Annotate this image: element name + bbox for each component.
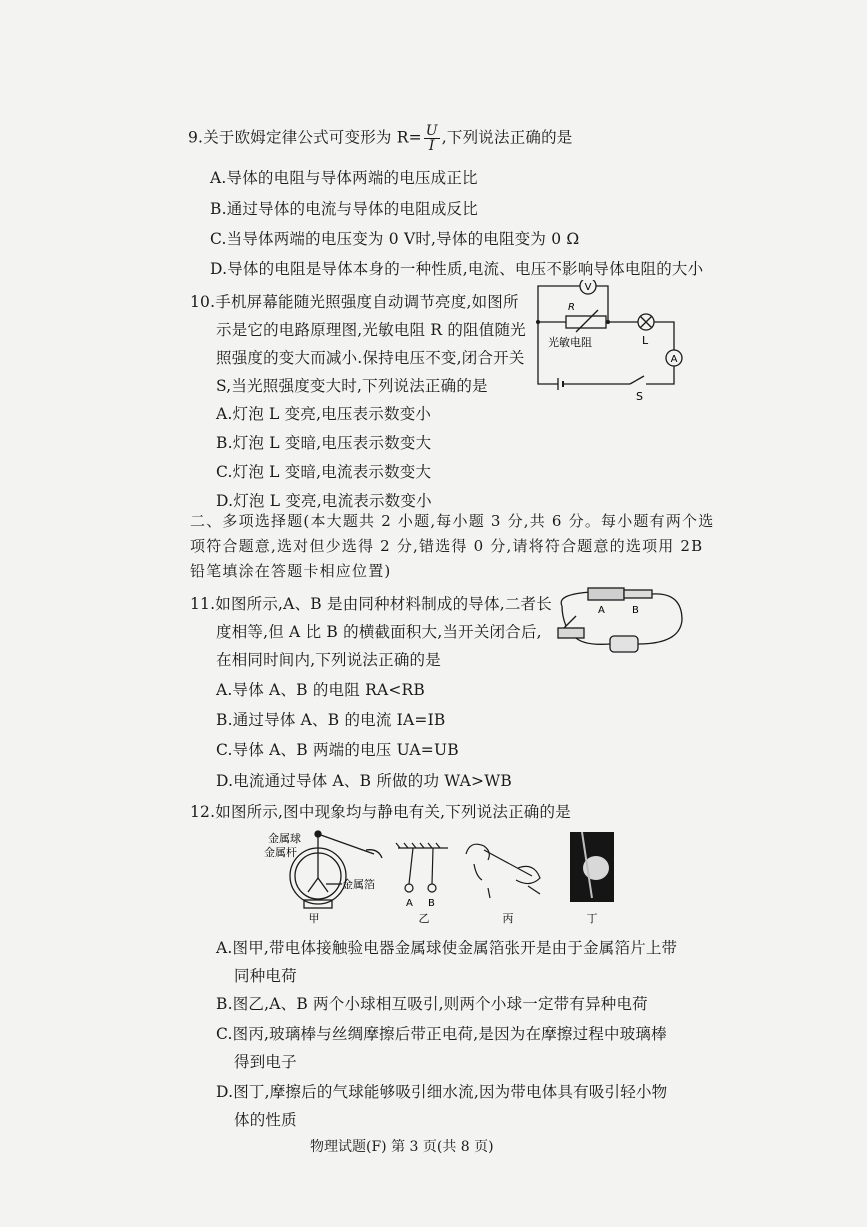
hanging-balls-figure: [396, 843, 448, 892]
glass-rod-figure: [466, 844, 540, 898]
ball-a-label: A: [406, 898, 413, 909]
q12-option-d-line-2: 体的性质: [234, 1111, 297, 1129]
q10-option-b: B.灯泡 L 变暗,电压表示数变大: [216, 434, 432, 452]
q9-frac-den: I: [428, 138, 435, 154]
switch-label: S: [636, 390, 643, 403]
caption-ding: 丁: [586, 912, 598, 925]
section2-line-2: 项符合题意,选对但少选得 2 分,错选得 0 分,请将符合题意的选项用 2B: [190, 537, 704, 555]
q11-stem-line-3: 在相同时间内,下列说法正确的是: [216, 651, 441, 669]
electroscope-figure: [290, 831, 382, 908]
q10-option-c: C.灯泡 L 变暗,电流表示数变大: [216, 463, 432, 481]
q9-fraction: [424, 124, 440, 153]
q9-stem-prefix: 9.关于欧姆定律公式可变形为 R=: [188, 128, 422, 147]
q12-stem: 12.如图所示,图中现象均与静电有关,下列说法正确的是: [190, 803, 571, 821]
section2-line-3: 铅笔填涂在答题卡相应位置): [190, 562, 392, 580]
conductor-b-label: B: [632, 605, 639, 616]
q10-stem-line-4: S,当光照强度变大时,下列说法正确的是: [216, 377, 488, 395]
q9-option-c: C.当导体两端的电压变为 0 V时,导体的电阻变为 0 Ω: [210, 230, 580, 248]
section2-line-1: 二、多项选择题(本大题共 2 小题,每小题 3 分,共 6 分。每小题有两个选: [190, 512, 715, 530]
photoresistor-label: 光敏电阻: [548, 336, 592, 349]
caption-jia: 甲: [308, 912, 320, 925]
q12-option-b: B.图乙,A、B 两个小球相互吸引,则两个小球一定带有异种电荷: [216, 995, 648, 1013]
q11-option-a: A.导体 A、B 的电阻 RA<RB: [216, 681, 425, 699]
q9-stem-suffix: ,下列说法正确的是: [441, 128, 573, 147]
q11-conductor-circuit: [552, 586, 688, 656]
page-footer: 物理试题(F) 第 3 页(共 8 页): [310, 1139, 494, 1155]
metal-rod-label: 金属杆: [264, 846, 297, 859]
resistor-label: R: [568, 302, 575, 313]
balloon-water-figure: [570, 832, 614, 902]
q11-stem-line-1: 11.如图所示,A、B 是由同种材料制成的导体,二者长: [190, 595, 552, 613]
lamp-label: L: [642, 334, 649, 347]
ball-b-label: B: [428, 898, 435, 909]
q11-option-b: B.通过导体 A、B 的电流 IA=IB: [216, 711, 446, 729]
q10-stem-line-3: 照强度的变大而减小.保持电压不变,闭合开关: [216, 349, 525, 367]
q11-stem-line-2: 度相等,但 A 比 B 的横截面积大,当开关闭合后,: [216, 623, 542, 641]
metal-ball-label: 金属球: [268, 832, 301, 845]
q11-option-d: D.电流通过导体 A、B 所做的功 WA>WB: [216, 772, 512, 790]
caption-bing: 丙: [502, 912, 514, 925]
q10-stem-line-1: 10.手机屏幕能随光照强度自动调节亮度,如图所: [190, 293, 519, 311]
q10-option-d: D.灯泡 L 变亮,电流表示数变小: [216, 492, 432, 510]
q12-option-c-line-2: 得到电子: [234, 1053, 297, 1071]
q9-option-a: A.导体的电阻与导体两端的电压成正比: [210, 169, 478, 187]
caption-yi: 乙: [418, 912, 430, 925]
q9-stem: [188, 124, 573, 153]
q9-frac-num: U: [425, 123, 438, 139]
q9-option-d: D.导体的电阻是导体本身的一种性质,电流、电压不影响导体电阻的大小: [210, 260, 704, 278]
ammeter-label: A: [670, 354, 678, 365]
q11-option-c: C.导体 A、B 两端的电压 UA=UB: [216, 741, 459, 759]
q12-option-d-line-1: D.图丁,摩擦后的气球能够吸引细水流,因为带电体具有吸引轻小物: [216, 1083, 668, 1101]
q12-option-a-line-2: 同种电荷: [234, 967, 297, 985]
q12-option-a-line-1: A.图甲,带电体接触验电器金属球使金属箔张开是由于金属箔片上带: [216, 939, 678, 957]
metal-foil-label: 金属箔: [342, 878, 375, 891]
voltmeter-label: V: [584, 282, 592, 293]
q12-option-c-line-1: C.图丙,玻璃棒与丝绸摩擦后带正电荷,是因为在摩擦过程中玻璃棒: [216, 1025, 667, 1043]
q10-stem-line-2: 示是它的电路原理图,光敏电阻 R 的阻值随光: [216, 321, 526, 339]
q10-option-a: A.灯泡 L 变亮,电压表示数变小: [216, 405, 432, 423]
conductor-a-label: A: [598, 605, 605, 616]
q10-circuit-diagram: [530, 280, 690, 405]
q9-option-b: B.通过导体的电流与导体的电阻成反比: [210, 200, 478, 218]
q12-figures: [248, 828, 628, 928]
